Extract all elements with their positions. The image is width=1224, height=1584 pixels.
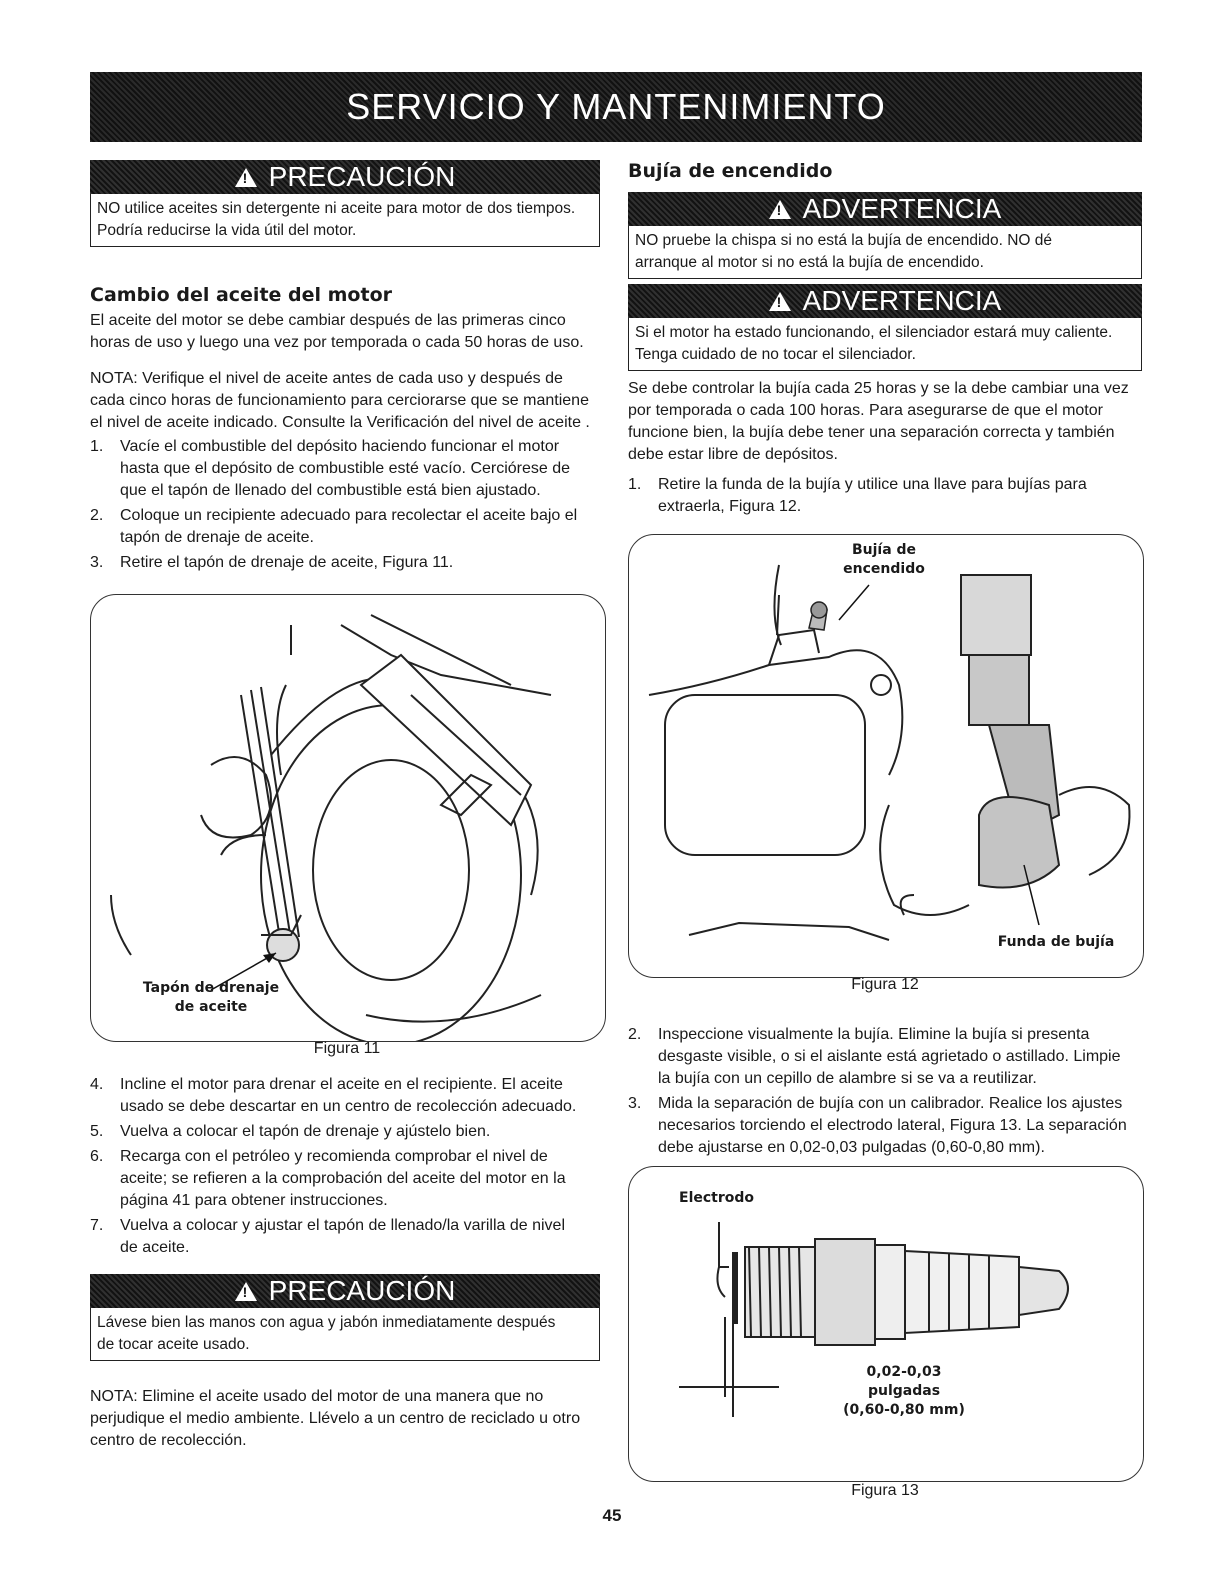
page-number: 45 (602, 1506, 622, 1525)
warning-body: NO pruebe la chispa si no está la bujía de encendido. NO dé arranque al motor si no está la bujía de encendido. (628, 226, 1142, 279)
warning-header: ! ADVERTENCIA (628, 192, 1142, 226)
warning-triangle-icon (769, 292, 791, 311)
disposal-note: NOTA: Elimine el aceite usado del motor de una manera que no perjudique el medio ambiente. Llévelo a un centro de reciclado u otro centro de recolección. (90, 1388, 581, 1449)
warning-triangle-icon (769, 200, 791, 219)
figure-11 (90, 594, 606, 1042)
caution-box-used-oil (90, 1274, 600, 1361)
list-item: 3. Retire el tapón de drenaje de aceite, Figura 11. (90, 554, 454, 571)
list-item: 7. Vuelva a colocar y ajustar el tapón de llenado/la varilla de nivel de aceite. (90, 1217, 566, 1256)
drain-plug-label: Tapón de drenaje de aceite (142, 980, 280, 1015)
figure-11-caption: Figura 11 (313, 1040, 381, 1057)
page-title: SERVICIO Y MANTENIMIENTO (346, 86, 886, 127)
figure-13-caption: Figura 13 (851, 1482, 919, 1499)
steps-list-continued (628, 1024, 1148, 1162)
oil-change-section: Cambio del aceite del motor El aceite del motor se debe cambiar después de las primeras cinco horas de uso y luego una vez por temporada o cada 50 horas de uso. NOTA: Verifique el nivel de aceite antes de cada uso y después de cada cinco horas de funcionamiento para cerciorarse que se mantiene el nivel de aceite indicado. Consulte la Verificación del nivel de aceite . 1. Vacíe el combustible del depósito haciendo funcionar el motor hasta que el depósito de combustible esté vacío. Cerciórese de que el tapón de llenado del combustible está bien ajustado. 2. Coloque un recipiente adecuado para recolectar el aceite bajo el tapón de drenaje de aceite. 3. Retire el tapón de drenaje de aceite, Figura 11. (90, 284, 610, 577)
caution-box-oil-type (90, 160, 600, 247)
list-item: 2. Inspeccione visualmente la bujía. Elimine la bujía si presenta desgaste visible, o si el aislante está agrietado o astillado. Limpie la bujía con un cepillo de alambre si se va a reutilizar. (628, 1026, 1121, 1087)
warning-box-muffler (628, 284, 1142, 371)
oil-drain-plug-illustration (91, 595, 605, 1041)
figure-13 (628, 1166, 1144, 1482)
spark-intro: Se debe controlar la bujía cada 25 horas y se la debe cambiar una vez por temporada o cada 100 horas. Para asegurarse de que el motor funcione bien, la bujía debe tener una separación correcta y también debe estar libre de depósitos. 1. Retire la funda de la bujía y utilice una llave para bujías para extraerla, Figura 12. (628, 378, 1148, 521)
caution-header: ! PRECAUCIÓN (90, 160, 600, 194)
spark-plug-gap-illustration (629, 1167, 1143, 1481)
spark-plug-section (628, 160, 1148, 182)
steps-list (90, 436, 610, 574)
warning-triangle-icon (235, 168, 257, 187)
warning-header: ! ADVERTENCIA (628, 284, 1142, 318)
caution-header: ! PRECAUCIÓN (90, 1274, 600, 1308)
spark-plug-removal-illustration (629, 535, 1143, 977)
warning-triangle-icon (235, 1282, 257, 1301)
note-paragraph: NOTA: Verifique el nivel de aceite antes de cada uso y después de cada cinco horas de funcionamiento para cerciorarse que se mantiene el nivel de aceite indicado. Consulte la Verificación del nivel de aceite . (90, 370, 590, 431)
spark-plug-label: Bujía de encendido (843, 542, 925, 577)
list-item: 5. Vuelva a colocar el tapón de drenaje y ajústelo bien. (90, 1123, 491, 1140)
list-item: 6. Recarga con el petróleo y recomienda comprobar el nivel de aceite; se refieren a la comprobación del aceite del motor en la página 41 para obtener instrucciones. (90, 1148, 566, 1209)
caution-body: NO utilice aceites sin detergente ni aceite para motor de dos tiempos. Podría reducirse la vida útil del motor. (90, 194, 600, 247)
caution-body: Lávese bien las manos con agua y jabón inmediatamente después de tocar aceite usado. (90, 1308, 600, 1361)
warning-box-spark (628, 192, 1142, 279)
section-header-banner (90, 72, 1142, 142)
list-item: 1. Vacíe el combustible del depósito haciendo funcionar el motor hasta que el depósito de combustible esté vacío. Cerciórese de que el tapón de llenado del combustible está bien ajustado. (90, 438, 571, 499)
figure-12-caption: Figura 12 (851, 976, 919, 993)
warning-body: Si el motor ha estado funcionando, el silenciador estará muy caliente. Tenga cuidado de no tocar el silenciador. (628, 318, 1142, 371)
plug-boot-label: Funda de bujía (997, 934, 1115, 950)
section-heading: Cambio del aceite del motor (90, 284, 392, 306)
gap-label: 0,02-0,03 pulgadas (0,60-0,80 mm) (843, 1364, 965, 1418)
list-item: 2. Coloque un recipiente adecuado para recolectar el aceite bajo el tapón de drenaje de aceite. (90, 507, 578, 546)
figure-12 (628, 534, 1144, 978)
steps-list (628, 474, 1148, 518)
list-item: 4. Incline el motor para drenar el aceite en el recipiente. El aceite usado se debe descartar en un centro de recolección adecuado. (90, 1076, 577, 1115)
section-heading: Bujía de encendido (628, 160, 833, 182)
list-item: 3. Mida la separación de bujía con un calibrador. Realice los ajustes necesarios torciendo el electrodo lateral, Figura 13. La separación debe ajustarse en 0,02-0,03 pulgadas (0,60-0,80 mm). (628, 1095, 1127, 1156)
steps-list-continued (90, 1074, 610, 1262)
electrode-label: Electrodo (679, 1190, 755, 1206)
list-item: 1. Retire la funda de la bujía y utilice una llave para bujías para extraerla, Figura 12. (628, 476, 1087, 515)
